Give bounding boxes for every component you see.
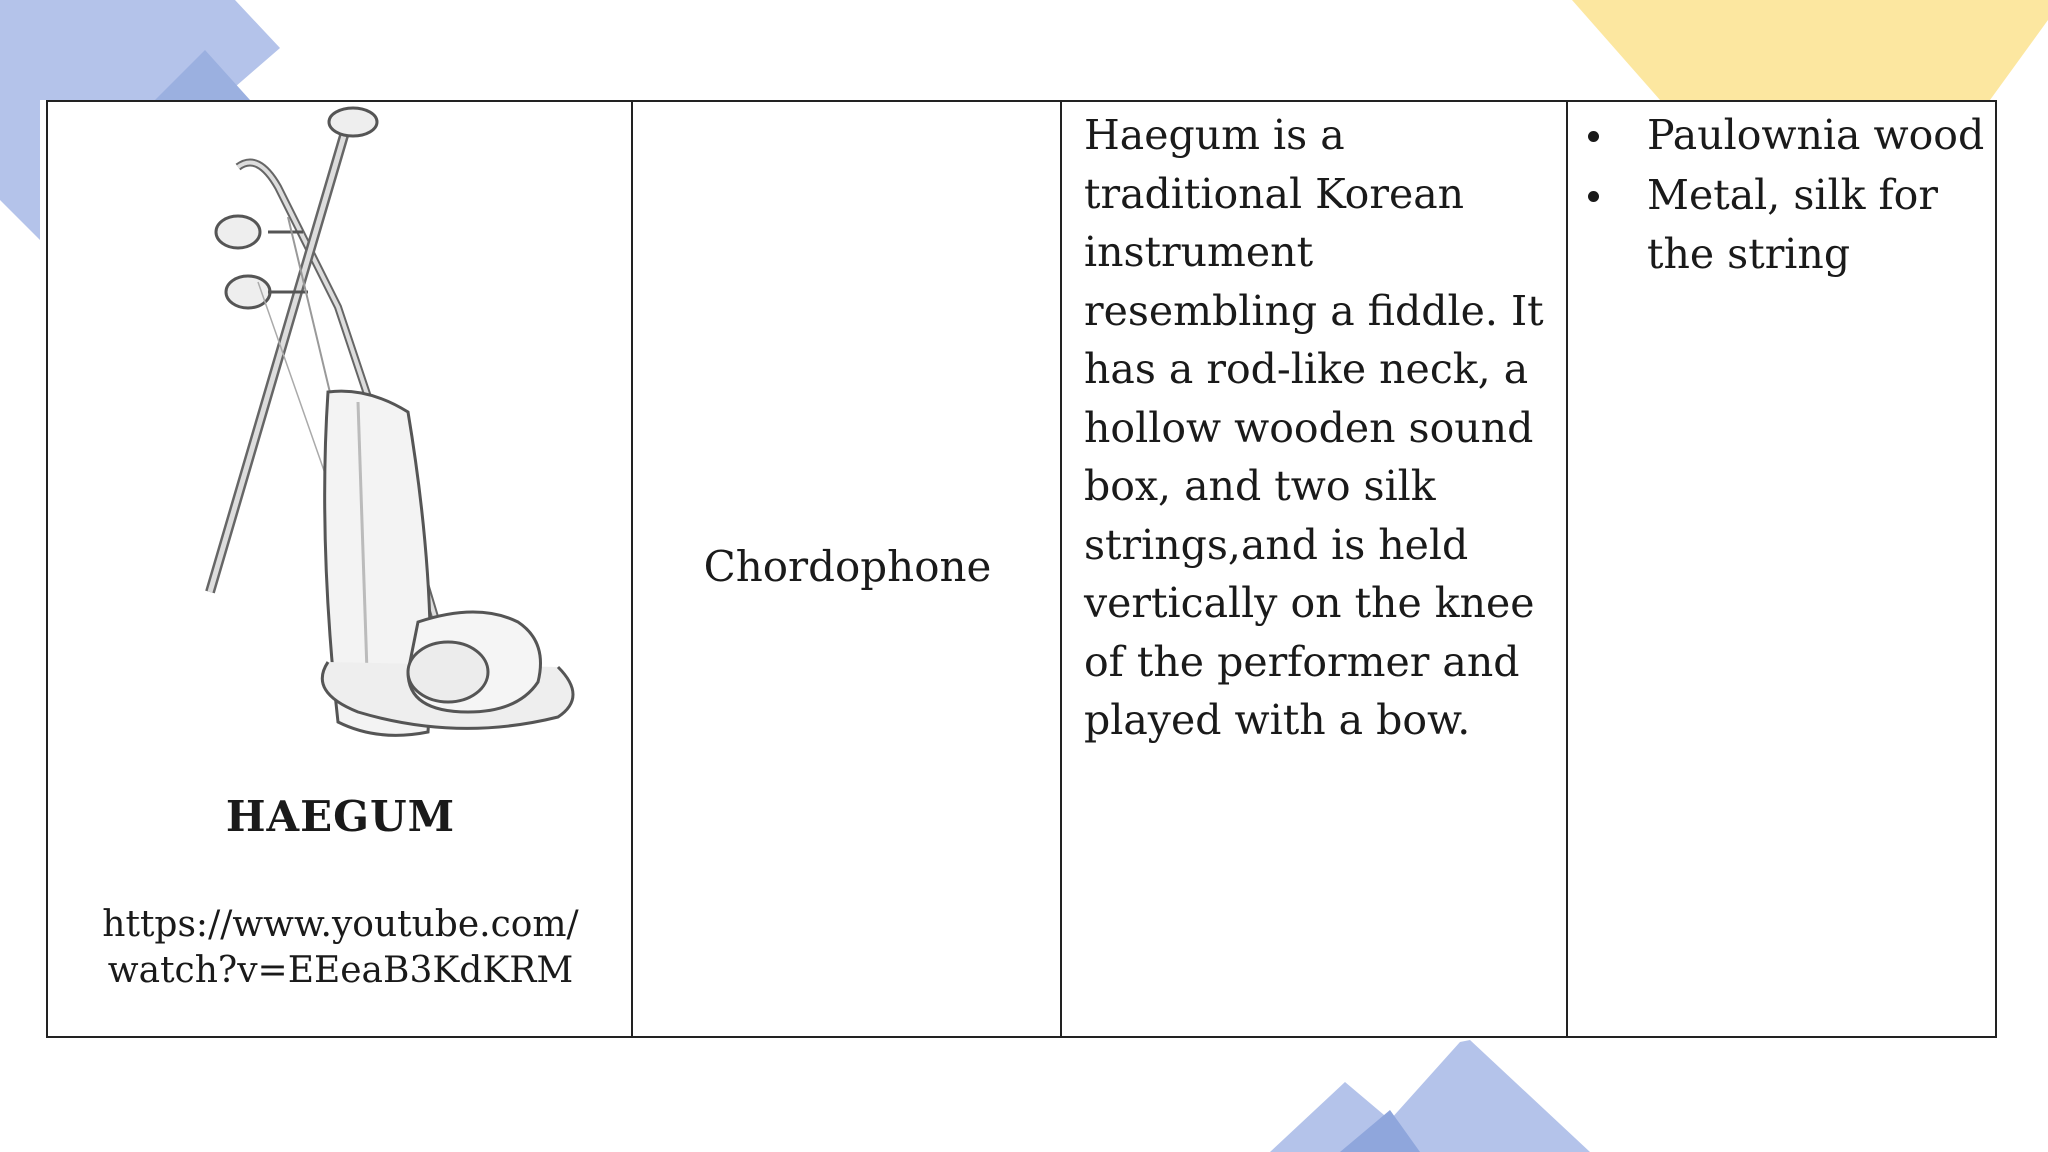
instrument-table [46,100,1997,1038]
instrument-name: HAEGUM [225,792,456,841]
materials-list [1568,106,1988,285]
cell-materials [1568,102,1997,1036]
bullet-icon [1588,191,1599,202]
description-text: Haegum is a traditional Korean instrument resembling a fiddle. It has a rod-like neck, a hollow wooden sound box, and two silk strings,and is held vertically on the knee of the performer and played with a bow. [1084,111,1544,744]
list-item [1568,106,1988,165]
cell-description [1062,102,1568,1036]
video-link-line-2[interactable]: watch?v=EEeaB3KdKRM [107,950,574,991]
cell-instrument [48,102,633,1036]
video-link-line-1[interactable]: https://www.youtube.com/ [102,904,579,945]
deco-yellow-shape-top-right [1572,0,2048,100]
haegum-illustration-icon [128,102,608,762]
deco-blue-shape-bottom-right [1270,1040,1590,1152]
list-item [1568,166,1988,284]
cell-classification [633,102,1062,1036]
material-text: Paulownia wood [1647,111,1985,159]
bullet-icon [1588,131,1599,142]
material-text: Metal, silk for the string [1647,171,1938,278]
video-link[interactable] [48,902,633,994]
classification-text: Chordophone [703,542,992,591]
